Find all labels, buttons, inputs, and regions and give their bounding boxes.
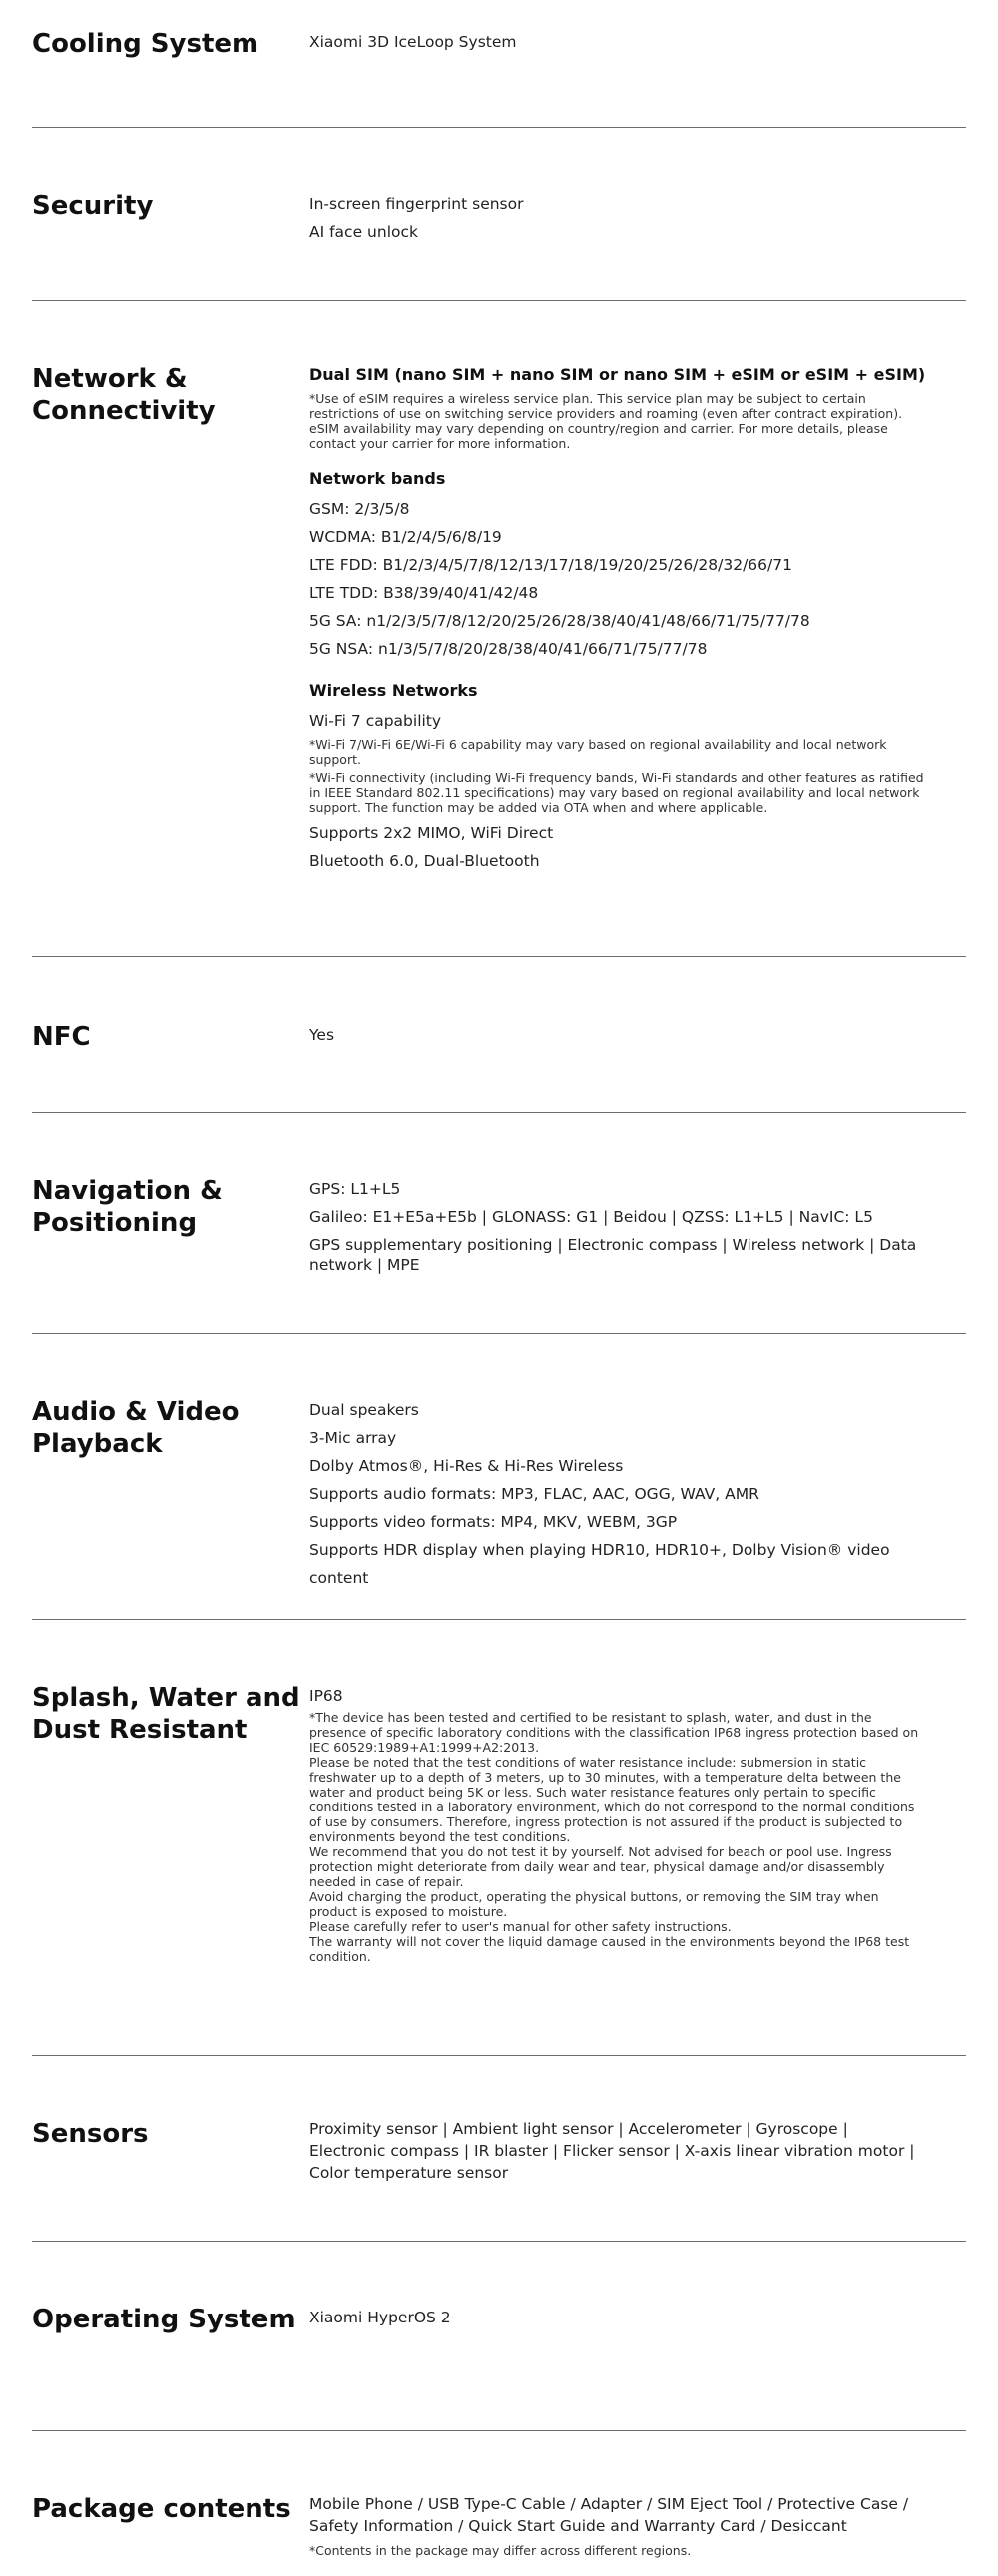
section-security [32,128,966,301]
band-line-lte-fdd: LTE FDD: B1/2/3/4/5/7/8/12/13/17/18/19/20/25/26/28/32/66/71 [309,556,792,574]
band-line-wcdma: WCDMA: B1/2/4/5/6/8/19 [309,528,502,546]
section-network-connectivity [32,301,966,957]
spec-line: Proximity sensor | Ambient light sensor | Accelerometer | Gyroscope | Electronic compass | IR blaster | Flicker sensor | X-axis linear vibration motor | Color temperature sensor [309,2120,915,2182]
section-body [309,1682,966,2055]
water-note: We recommend that you do not test it by yourself. Not advised for beach or pool use. Ingress protection might deteriorate from daily wear and tear, physical damage and/or disassembly needed in case of repair. [309,1844,892,1889]
section-body [309,28,966,127]
section-audio-video-playback [32,1334,966,1620]
wireless-networks-heading: Wireless Networks [309,681,478,700]
wifi-connectivity-note: *Wi-Fi connectivity (including Wi-Fi frequency bands, Wi-Fi standards and other features as ratified in IEEE Standard 802.11 specifications) may vary based on regional availability and local network support. The function may be added via OTA when and where applicable. [309,771,924,815]
water-note: *The device has been tested and certified to be resistant to splash, water, and dust in the presence of specific laboratory conditions with the classification IP68 ingress protection based on IEC 60529:1989+A1:1999+A2:2013. [309,1710,919,1755]
spec-line: 3-Mic array [309,1429,397,1447]
water-note: Please carefully refer to user's manual for other safety instructions. [309,1919,732,1934]
section-body [309,1175,966,1333]
spec-line: GPS: L1+L5 [309,1180,401,1198]
section-body [309,2304,966,2430]
network-bands-heading: Network bands [309,469,446,488]
ip-rating: IP68 [309,1687,343,1705]
spec-line: Xiaomi 3D IceLoop System [309,33,517,51]
section-package-contents [32,2431,966,2576]
spec-line: Yes [309,1026,335,1044]
spec-line: Galileo: E1+E5a+E5b | GLONASS: G1 | Beidou | QZSS: L1+L5 | NavIC: L5 [309,1208,873,1226]
section-title: Cooling System [32,29,259,59]
sim-heading: Dual SIM (nano SIM + nano SIM or nano SIM + eSIM or eSIM + eSIM) [309,365,926,384]
water-note: Please be noted that the test conditions of water resistance include: submersion in static freshwater up to a depth of 3 meters, up to 30 minutes, with a temperature delta between the water and product being 5K or less. Such water resistance features only pertain to specific conditions tested in a laboratory environment, which do not correspond to the normal conditions of use by consumers. Therefore, ingress protection is not assured if the product is subjected to environments beyond the test conditions. [309,1755,915,1844]
section-body [309,1021,966,1112]
section-title: Operating System [32,2305,296,2334]
spec-line: Dual speakers [309,1401,419,1419]
spec-line: Supports audio formats: MP3, FLAC, AAC, OGG, WAV, AMR [309,1485,759,1503]
band-line-5g-nsa: 5G NSA: n1/3/5/7/8/20/28/38/40/41/66/71/75/77/78 [309,640,708,658]
section-body [309,2118,966,2241]
esim-note: *Use of eSIM requires a wireless service plan. This service plan may be subject to certain restrictions of use on switching service providers and roaming (even after contract expiration). eSIM availability may vary depending on country/region and carrier. For more details, please contact your carrier for more information. [309,391,903,451]
wifi-note: *Wi-Fi 7/Wi-Fi 6E/Wi-Fi 6 capability may vary based on regional availability and local network support. [309,737,887,767]
section-title: NFC [32,1022,91,1052]
section-title: Navigation & Positioning [32,1176,223,1238]
spec-line: Dolby Atmos®, Hi-Res & Hi-Res Wireless [309,1457,624,1475]
spec-line: AI face unlock [309,223,418,241]
section-title: Sensors [32,2119,149,2149]
section-title: Audio & Video Playback [32,1397,240,1459]
section-title: Network & Connectivity [32,364,216,426]
spec-line: Supports HDR display when playing HDR10, HDR10+, Dolby Vision® video content [309,1541,890,1587]
spec-line: Xiaomi HyperOS 2 [309,2309,451,2326]
section-title: Package contents [32,2494,291,2524]
section-body [309,1396,966,1619]
section-body [309,2493,966,2576]
section-body [309,363,966,956]
section-nfc [32,957,966,1113]
section-title: Splash, Water and Dust Resistant [32,1683,300,1745]
section-body [309,190,966,300]
section-sensors [32,2056,966,2242]
spec-line: Mobile Phone / USB Type-C Cable / Adapter / SIM Eject Tool / Protective Case / Safety Information / Quick Start Guide and Warranty Card / Desiccant [309,2495,909,2535]
section-splash-water-dust [32,1620,966,2056]
water-note: The warranty will not cover the liquid damage caused in the environments beyond the IP68 test condition. [309,1934,910,1964]
spec-line: In-screen fingerprint sensor [309,195,524,213]
section-title: Security [32,191,154,221]
band-line-lte-tdd: LTE TDD: B38/39/40/41/42/48 [309,584,539,602]
section-operating-system [32,2242,966,2431]
spec-line: Supports video formats: MP4, MKV, WEBM, 3GP [309,1513,678,1531]
section-cooling-system [32,0,966,128]
spec-line: GPS supplementary positioning | Electronic compass | Wireless network | Data network | MPE [309,1236,917,1274]
section-navigation-positioning [32,1113,966,1334]
band-line-gsm: GSM: 2/3/5/8 [309,500,410,518]
wifi-line: Wi-Fi 7 capability [309,712,442,730]
water-note: Avoid charging the product, operating the physical buttons, or removing the SIM tray when product is exposed to moisture. [309,1889,879,1919]
mimo-line: Supports 2x2 MIMO, WiFi Direct [309,824,554,842]
package-note: *Contents in the package may differ across different regions. [309,2543,692,2558]
bluetooth-line: Bluetooth 6.0, Dual-Bluetooth [309,852,540,870]
band-line-5g-sa: 5G SA: n1/2/3/5/7/8/12/20/25/26/28/38/40/41/48/66/71/75/77/78 [309,612,810,630]
